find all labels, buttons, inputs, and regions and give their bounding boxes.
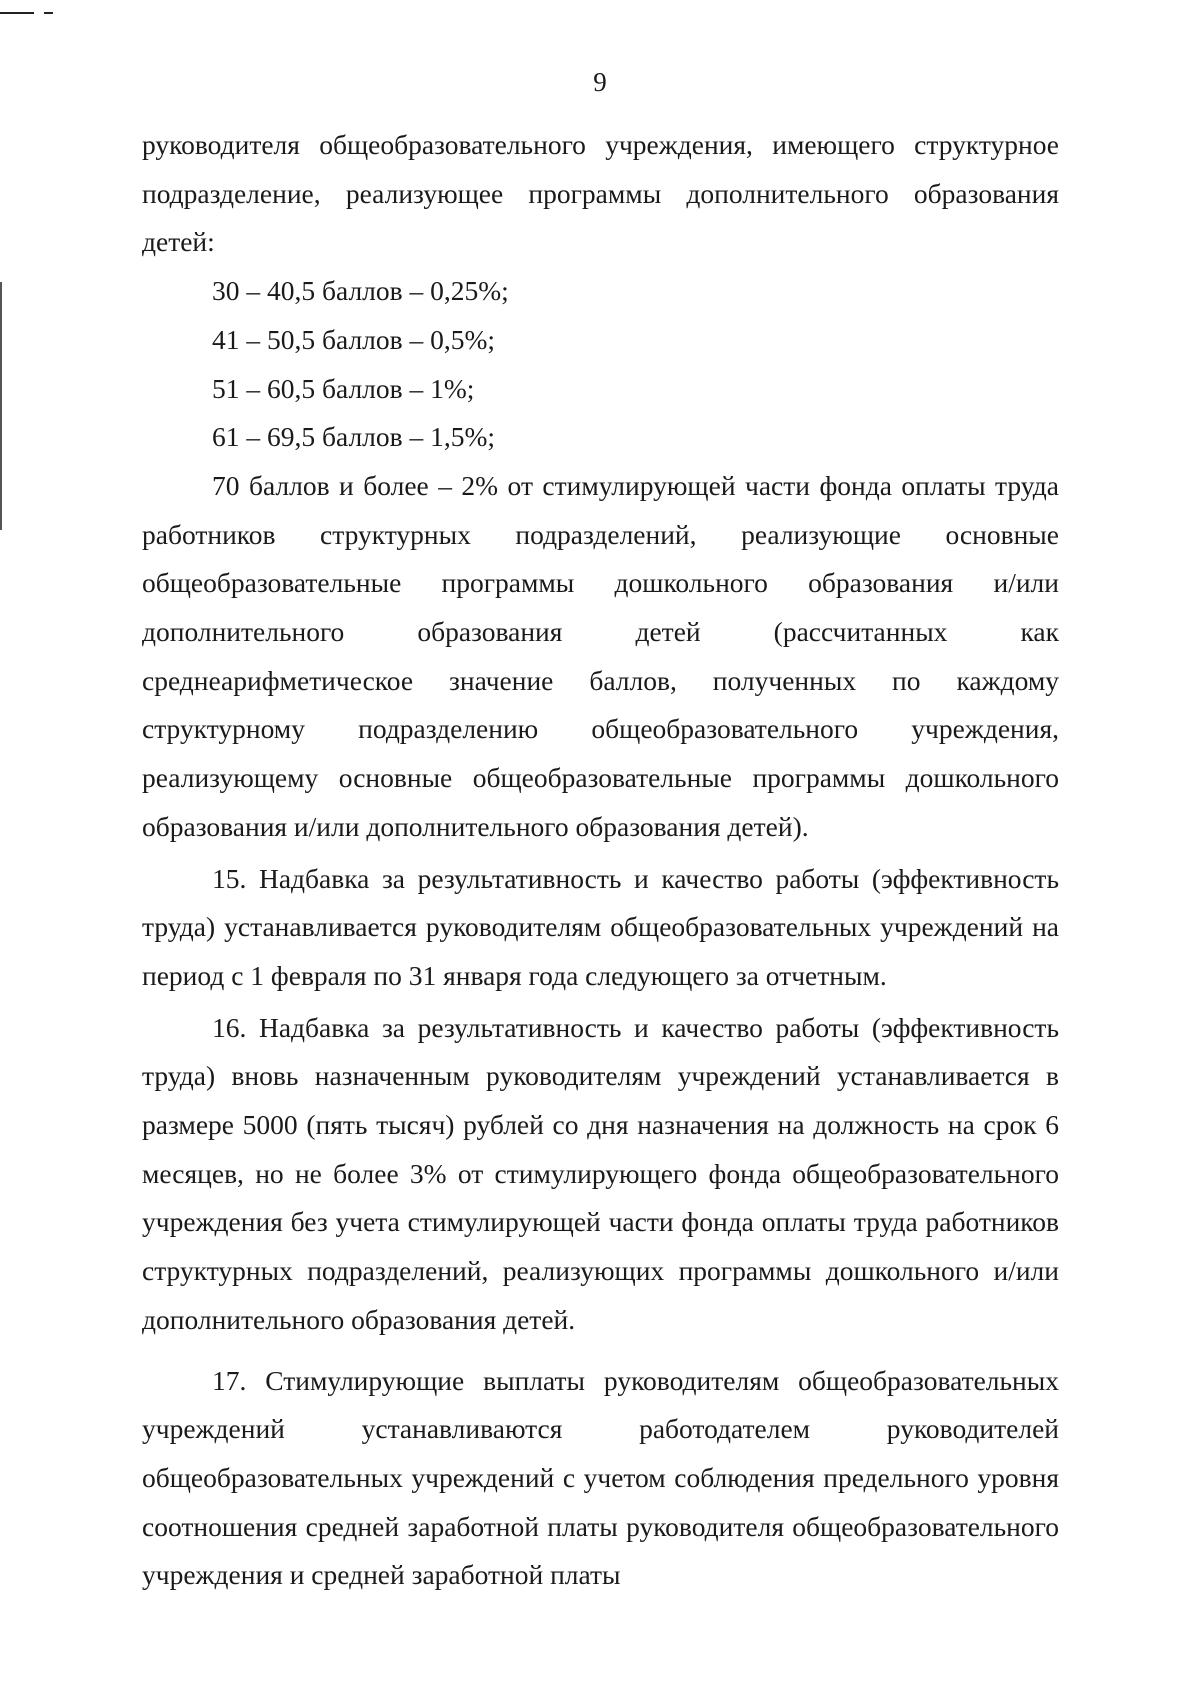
- scan-artifact: [0, 282, 2, 530]
- scan-artifact: [44, 12, 53, 14]
- clause-16: 16. Надбавка за результативность и качество работы (эффективность труда) вновь назначенным руководителям учреждений устанавливается в размере 5000 (пять тысяч) рублей со дня назначения на должность на срок 6 месяцев, но не более 3% от стимулирующего фонда общеобразовательного учреждения без учета стимулирующей части фонда оплаты труда работников структурных подразделений, реализующих программы дошкольного и/или дополнительного образования детей.: [142, 1011, 1059, 1335]
- document-body: [142, 121, 1059, 1600]
- page-number: 9: [593, 67, 607, 97]
- score-range-item: 41 – 50,5 баллов – 0,5%;: [212, 323, 496, 355]
- clause-15: 15. Надбавка за результативность и качество работы (эффективность труда) устанавливается руководителям общеобразовательных учреждений на период с 1 февраля по 31 января года следующего за отчетным.: [142, 862, 1059, 991]
- score-range-item: 61 – 69,5 баллов – 1,5%;: [212, 421, 496, 453]
- scan-artifact: [0, 12, 34, 14]
- clause-17: 17. Стимулирующие выплаты руководителям общеобразовательных учреждений устанавливаются работодателем руководителей общеобразовательных учреждений с учетом соблюдения предельного уровня соотношения средней заработной платы руководителя общеобразовательного учреждения и средней заработной платы: [142, 1364, 1059, 1591]
- paragraph: руководителя общеобразовательного учреждения, имеющего структурное подразделение, реализующее программы дополнительного образования детей:: [142, 129, 1059, 258]
- score-range-item: 51 – 60,5 баллов – 1%;: [212, 372, 475, 404]
- paragraph: 70 баллов и более – 2% от стимулирующей части фонда оплаты труда работников структурных подразделений, реализующие основные общеобразовательные программы дошкольного образования и/или дополнительного образования детей (рассчитанных как среднеарифметическое значение баллов, полученных по каждому структурному подразделению общеобразовательного учреждения, реализующему основные общеобразовательные программы дошкольного образования и/или дополнительного образования детей).: [142, 469, 1059, 842]
- score-range-item: 30 – 40,5 баллов – 0,25%;: [212, 275, 509, 307]
